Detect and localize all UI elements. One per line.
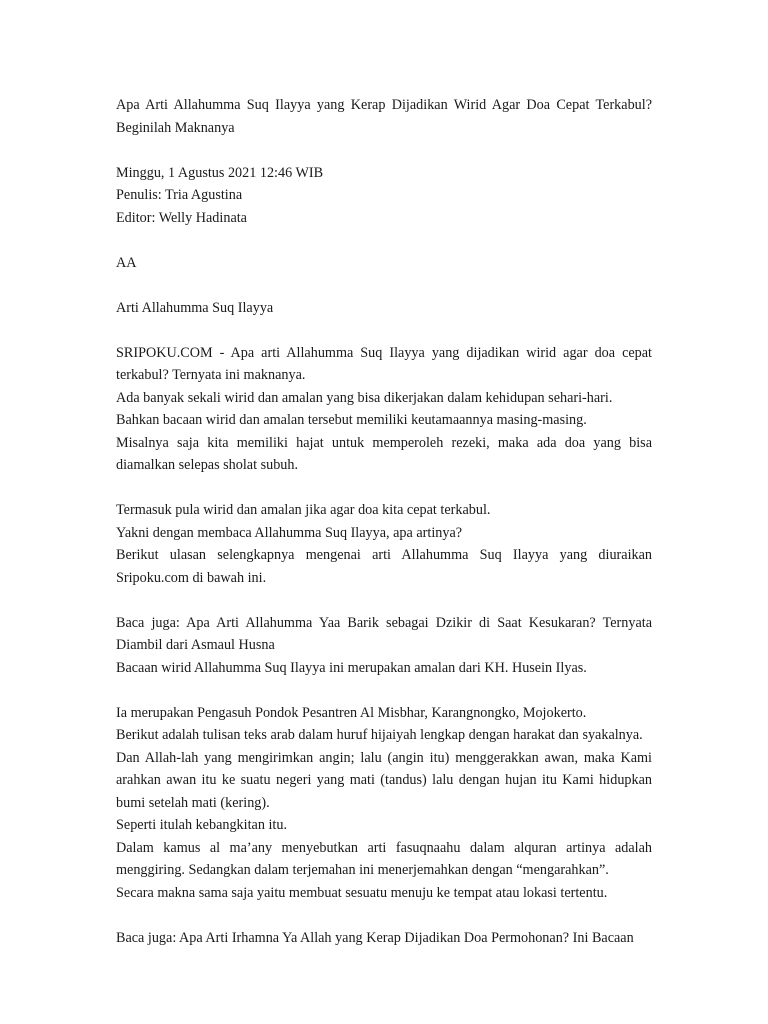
body-line: Ada banyak sekali wirid dan amalan yang bisa dikerjakan dalam kehidupan sehari-hari. bbox=[116, 389, 613, 406]
paragraph-2 bbox=[116, 499, 652, 589]
spacer bbox=[116, 274, 652, 297]
spacer bbox=[116, 477, 652, 500]
editor-line: Editor: Welly Hadinata bbox=[116, 209, 247, 226]
body-line: Berikut ulasan selengkapnya mengenai arti Allahumma Suq Ilayya yang diuraikan Sripoku.com di bawah ini. bbox=[116, 547, 652, 586]
related-link-line: Baca juga: Apa Arti Irhamna Ya Allah yang Kerap Dijadikan Doa Permohonan? Ini Bacaan bbox=[116, 929, 634, 946]
author-line: Penulis: Tria Agustina bbox=[116, 187, 243, 203]
paragraph-1 bbox=[116, 342, 652, 477]
article-subtitle: Arti Allahumma Suq Ilayya bbox=[116, 299, 274, 316]
body-line: Termasuk pula wirid dan amalan jika agar doa kita cepat terkabul. bbox=[116, 502, 491, 518]
article-meta bbox=[116, 162, 652, 230]
paragraph-4 bbox=[116, 702, 652, 905]
body-line: Dan Allah-lah yang mengirimkan angin; lalu (angin itu) menggerakkan awan, maka Kami arahkan awan itu ke suatu negeri yang mati (tandus) lalu dengan hujan itu Kami hidupkan bumi setelah mati (kering). bbox=[116, 749, 652, 811]
body-line: Berikut adalah tulisan teks arab dalam huruf hijaiyah lengkap dengan harakat dan syakalnya. bbox=[116, 727, 643, 743]
article-title: Apa Arti Allahumma Suq Ilayya yang Kerap Dijadikan Wirid Agar Doa Cepat Terkabul? Beginilah Maknanya bbox=[116, 97, 652, 136]
font-size-label: AA bbox=[116, 254, 137, 271]
body-line: Seperti itulah kebangkitan itu. bbox=[116, 817, 287, 833]
spacer bbox=[116, 139, 652, 162]
spacer bbox=[116, 589, 652, 612]
paragraph-3 bbox=[116, 612, 652, 680]
body-line: Dalam kamus al ma’any menyebutkan arti fasuqnaahu dalam alquran artinya adalah menggiring. Sedangkan dalam terjemahan ini menerjemahkan dengan “mengarahkan”. bbox=[116, 839, 652, 878]
body-line: Bahkan bacaan wirid dan amalan tersebut memiliki keutamaannya masing-masing. bbox=[116, 412, 587, 428]
spacer bbox=[116, 904, 652, 927]
body-line: Misalnya saja kita memiliki hajat untuk memperoleh rezeki, maka ada doa yang bisa diamalkan selepas sholat subuh. bbox=[116, 434, 652, 473]
body-line: SRIPOKU.COM - Apa arti Allahumma Suq Ilayya yang dijadikan wirid agar doa cepat terkabul? Ternyata ini maknanya. bbox=[116, 344, 652, 383]
body-line: Bacaan wirid Allahumma Suq Ilayya ini merupakan amalan dari KH. Husein Ilyas. bbox=[116, 659, 587, 676]
related-link-line: Baca juga: Apa Arti Allahumma Yaa Barik sebagai Dzikir di Saat Kesukaran? Ternyata Diambil dari Asmaul Husna bbox=[116, 614, 652, 653]
body-line: Yakni dengan membaca Allahumma Suq Ilayya, apa artinya? bbox=[116, 524, 463, 541]
publish-date: Minggu, 1 Agustus 2021 12:46 WIB bbox=[116, 164, 324, 181]
spacer bbox=[116, 229, 652, 252]
spacer bbox=[116, 679, 652, 702]
paragraph-5 bbox=[116, 927, 652, 950]
body-line: Secara makna sama saja yaitu membuat sesuatu menuju ke tempat atau lokasi tertentu. bbox=[116, 884, 608, 901]
spacer bbox=[116, 319, 652, 342]
body-line: Ia merupakan Pengasuh Pondok Pesantren Al Misbhar, Karangnongko, Mojokerto. bbox=[116, 704, 587, 721]
